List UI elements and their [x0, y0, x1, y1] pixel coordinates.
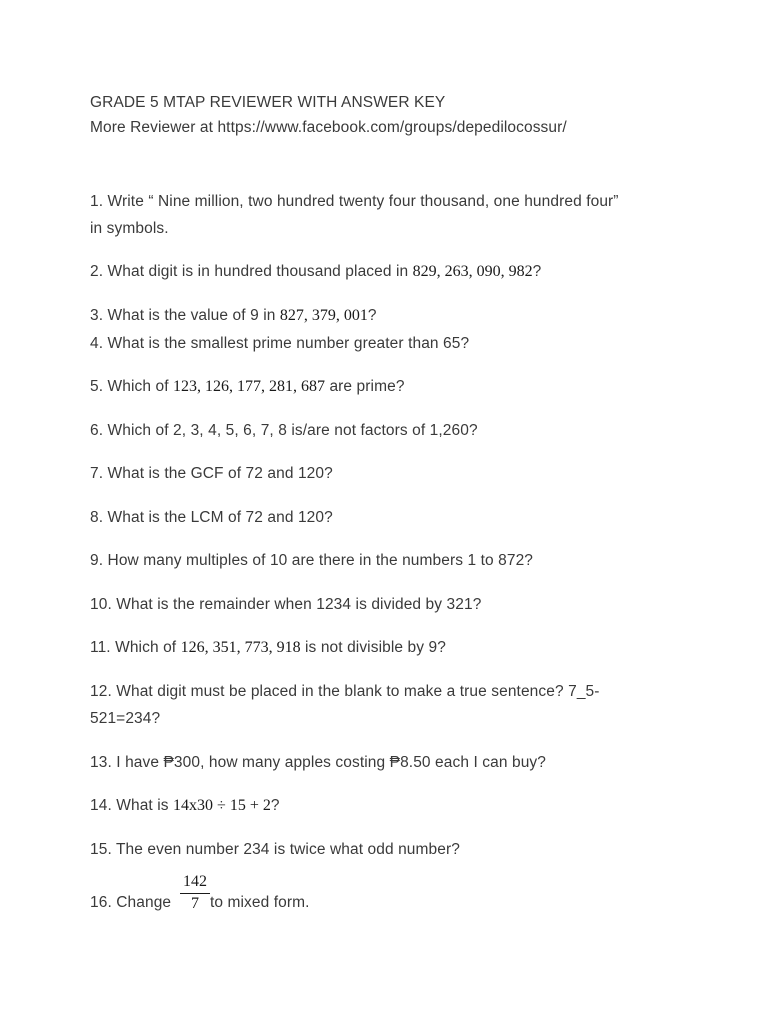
question-8: 8. What is the LCM of 72 and 120? — [90, 509, 333, 526]
question-4: 4. What is the smallest prime number greater than 65? — [90, 335, 470, 352]
question-16-text: 16. Change — [90, 894, 176, 911]
question-11 — [90, 638, 446, 658]
question-3-text: 3. What is the value of 9 in — [90, 307, 280, 324]
question-5-math: 123, 126, 177, 281, 687 — [173, 378, 326, 395]
fraction-numerator: 142 — [180, 872, 210, 894]
question-2-text: 2. What digit is in hundred thousand placed in — [90, 263, 413, 280]
question-5 — [90, 377, 405, 397]
question-11-text: 11. Which of — [90, 639, 181, 656]
question-3 — [90, 306, 377, 326]
question-3-end: ? — [367, 307, 377, 324]
question-16-end: to mixed form. — [205, 894, 310, 911]
question-2 — [90, 262, 541, 282]
question-10: 10. What is the remainder when 1234 is divided by 321? — [90, 596, 482, 613]
question-5-text: 5. Which of — [90, 378, 174, 395]
question-6: 6. Which of 2, 3, 4, 5, 6, 7, 8 is/are not factors of 1,260? — [90, 422, 478, 439]
question-15: 15. The even number 234 is twice what odd number? — [90, 841, 460, 858]
question-12-line-1: 12. What digit must be placed in the blank to make a true sentence? 7_5- — [90, 683, 600, 700]
question-11-math: 126, 351, 773, 918 — [180, 639, 301, 656]
question-11-end: is not divisible by 9? — [300, 639, 446, 656]
question-12-line-2: 521=234? — [90, 710, 161, 727]
question-7: 7. What is the GCF of 72 and 120? — [90, 465, 333, 482]
question-14 — [90, 796, 280, 816]
question-3-math: 827, 379, 001 — [279, 307, 368, 324]
question-1-line-2: in symbols. — [90, 220, 169, 237]
question-9: 9. How many multiples of 10 are there in the numbers 1 to 872? — [90, 552, 534, 569]
question-2-math: 829, 263, 090, 982 — [412, 263, 533, 280]
question-5-end: are prime? — [325, 378, 405, 395]
question-14-math: 14x30 ÷ 15 + 2 — [173, 797, 271, 814]
question-1-line-1: 1. Write “ Nine million, two hundred twenty four thousand, one hundred four” — [90, 193, 619, 210]
question-13: 13. I have ₱300, how many apples costing ₱8.50 each I can buy? — [90, 754, 546, 771]
question-14-text: 14. What is — [90, 797, 174, 814]
document-subtitle: More Reviewer at https://www.facebook.com/groups/depedilocossur/ — [90, 119, 567, 136]
question-16-fraction — [180, 872, 210, 914]
question-14-end: ? — [270, 797, 280, 814]
document-title: GRADE 5 MTAP REVIEWER WITH ANSWER KEY — [90, 94, 446, 111]
question-2-end: ? — [532, 263, 542, 280]
fraction-denominator: 7 — [191, 895, 199, 912]
